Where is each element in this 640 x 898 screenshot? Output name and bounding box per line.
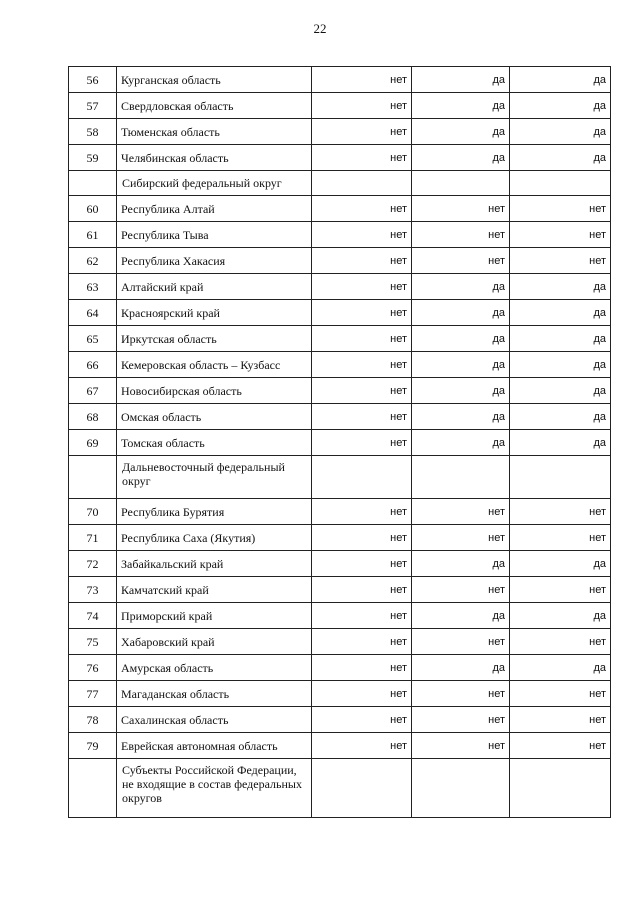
table-row <box>69 603 611 629</box>
region-name: Челябинская область <box>117 145 312 171</box>
table-row <box>69 93 611 119</box>
value-col-1: нет <box>312 733 412 759</box>
table-row <box>69 300 611 326</box>
table-row <box>69 404 611 430</box>
value-col-2: да <box>412 67 510 93</box>
value-col-1: нет <box>312 145 412 171</box>
row-number-cell <box>69 171 117 196</box>
row-number: 79 <box>69 733 117 759</box>
value-col-2: да <box>412 300 510 326</box>
value-col-2: да <box>412 551 510 577</box>
region-name: Республика Алтай <box>117 196 312 222</box>
value-col-2: да <box>412 404 510 430</box>
table-row <box>69 196 611 222</box>
row-number: 70 <box>69 499 117 525</box>
value-col-1: нет <box>312 93 412 119</box>
table-row <box>69 352 611 378</box>
regions-table <box>68 66 611 818</box>
row-number: 62 <box>69 248 117 274</box>
empty-cell <box>312 759 412 818</box>
value-col-1: нет <box>312 655 412 681</box>
empty-cell <box>510 759 611 818</box>
row-number: 74 <box>69 603 117 629</box>
table-row <box>69 378 611 404</box>
row-number-cell <box>69 456 117 499</box>
table-row <box>69 525 611 551</box>
table-row <box>69 430 611 456</box>
table-row <box>69 67 611 93</box>
row-number: 73 <box>69 577 117 603</box>
region-name: Магаданская область <box>117 681 312 707</box>
value-col-1: нет <box>312 67 412 93</box>
empty-cell <box>412 456 510 499</box>
value-col-3: нет <box>510 733 611 759</box>
table-row <box>69 733 611 759</box>
row-number-cell <box>69 759 117 818</box>
row-number: 68 <box>69 404 117 430</box>
empty-cell <box>510 456 611 499</box>
page-number: 22 <box>313 21 327 36</box>
section-title: Субъекты Российской Федерации, не входящие в состав федеральных округов <box>117 759 312 818</box>
value-col-3: да <box>510 119 611 145</box>
row-number: 75 <box>69 629 117 655</box>
row-number: 61 <box>69 222 117 248</box>
value-col-3: да <box>510 93 611 119</box>
row-number: 67 <box>69 378 117 404</box>
region-name: Красноярский край <box>117 300 312 326</box>
value-col-1: нет <box>312 404 412 430</box>
row-number: 72 <box>69 551 117 577</box>
region-name: Республика Тыва <box>117 222 312 248</box>
value-col-2: нет <box>412 707 510 733</box>
value-col-2: нет <box>412 577 510 603</box>
value-col-1: нет <box>312 248 412 274</box>
table-row <box>69 629 611 655</box>
value-col-2: да <box>412 119 510 145</box>
value-col-3: нет <box>510 499 611 525</box>
table-row <box>69 577 611 603</box>
empty-cell <box>312 456 412 499</box>
row-number: 57 <box>69 93 117 119</box>
value-col-2: нет <box>412 629 510 655</box>
region-name: Томская область <box>117 430 312 456</box>
value-col-3: нет <box>510 681 611 707</box>
value-col-2: нет <box>412 733 510 759</box>
row-number: 69 <box>69 430 117 456</box>
empty-cell <box>312 171 412 196</box>
region-name: Хабаровский край <box>117 629 312 655</box>
value-col-3: нет <box>510 707 611 733</box>
table-row <box>69 707 611 733</box>
section-row <box>69 456 611 499</box>
value-col-2: да <box>412 352 510 378</box>
value-col-1: нет <box>312 326 412 352</box>
value-col-3: да <box>510 326 611 352</box>
value-col-1: нет <box>312 681 412 707</box>
region-name: Республика Хакасия <box>117 248 312 274</box>
value-col-1: нет <box>312 196 412 222</box>
value-col-3: да <box>510 430 611 456</box>
table-row <box>69 655 611 681</box>
value-col-2: нет <box>412 499 510 525</box>
region-name: Республика Бурятия <box>117 499 312 525</box>
table-row <box>69 551 611 577</box>
value-col-3: нет <box>510 629 611 655</box>
table-row <box>69 681 611 707</box>
value-col-3: да <box>510 603 611 629</box>
value-col-1: нет <box>312 300 412 326</box>
region-name: Новосибирская область <box>117 378 312 404</box>
row-number: 78 <box>69 707 117 733</box>
table-row <box>69 145 611 171</box>
region-name: Приморский край <box>117 603 312 629</box>
region-name: Забайкальский край <box>117 551 312 577</box>
value-col-2: да <box>412 655 510 681</box>
empty-cell <box>510 171 611 196</box>
value-col-1: нет <box>312 352 412 378</box>
value-col-1: нет <box>312 577 412 603</box>
value-col-1: нет <box>312 119 412 145</box>
value-col-2: да <box>412 430 510 456</box>
value-col-2: да <box>412 93 510 119</box>
table-row <box>69 274 611 300</box>
value-col-1: нет <box>312 378 412 404</box>
region-name: Республика Саха (Якутия) <box>117 525 312 551</box>
region-name: Иркутская область <box>117 326 312 352</box>
region-name: Еврейская автономная область <box>117 733 312 759</box>
value-col-2: нет <box>412 681 510 707</box>
row-number: 66 <box>69 352 117 378</box>
row-number: 56 <box>69 67 117 93</box>
table-row <box>69 248 611 274</box>
value-col-3: да <box>510 67 611 93</box>
value-col-3: да <box>510 404 611 430</box>
value-col-1: нет <box>312 499 412 525</box>
value-col-3: да <box>510 378 611 404</box>
region-name: Курганская область <box>117 67 312 93</box>
value-col-3: нет <box>510 577 611 603</box>
value-col-1: нет <box>312 525 412 551</box>
value-col-3: нет <box>510 525 611 551</box>
value-col-2: нет <box>412 222 510 248</box>
value-col-2: нет <box>412 525 510 551</box>
table-row <box>69 326 611 352</box>
value-col-2: да <box>412 326 510 352</box>
region-name: Кемеровская область – Кузбасс <box>117 352 312 378</box>
value-col-2: нет <box>412 196 510 222</box>
row-number: 58 <box>69 119 117 145</box>
value-col-3: нет <box>510 196 611 222</box>
table-row <box>69 499 611 525</box>
row-number: 59 <box>69 145 117 171</box>
value-col-3: нет <box>510 222 611 248</box>
section-title: Дальневосточный федеральный округ <box>117 456 312 499</box>
section-row <box>69 759 611 818</box>
value-col-2: да <box>412 603 510 629</box>
region-name: Тюменская область <box>117 119 312 145</box>
regions-table-body <box>69 67 611 818</box>
value-col-3: да <box>510 274 611 300</box>
value-col-1: нет <box>312 274 412 300</box>
value-col-3: нет <box>510 248 611 274</box>
empty-cell <box>412 759 510 818</box>
value-col-2: нет <box>412 248 510 274</box>
region-name: Амурская область <box>117 655 312 681</box>
empty-cell <box>412 171 510 196</box>
row-number: 76 <box>69 655 117 681</box>
section-row <box>69 171 611 196</box>
value-col-1: нет <box>312 707 412 733</box>
value-col-3: да <box>510 352 611 378</box>
value-col-3: да <box>510 300 611 326</box>
row-number: 65 <box>69 326 117 352</box>
region-name: Омская область <box>117 404 312 430</box>
value-col-1: нет <box>312 629 412 655</box>
section-title: Сибирский федеральный округ <box>117 171 312 196</box>
value-col-1: нет <box>312 603 412 629</box>
value-col-3: да <box>510 145 611 171</box>
row-number: 71 <box>69 525 117 551</box>
value-col-2: да <box>412 274 510 300</box>
value-col-1: нет <box>312 430 412 456</box>
row-number: 60 <box>69 196 117 222</box>
value-col-2: да <box>412 145 510 171</box>
region-name: Алтайский край <box>117 274 312 300</box>
row-number: 64 <box>69 300 117 326</box>
region-name: Свердловская область <box>117 93 312 119</box>
table-row <box>69 119 611 145</box>
row-number: 63 <box>69 274 117 300</box>
row-number: 77 <box>69 681 117 707</box>
value-col-3: да <box>510 655 611 681</box>
region-name: Камчатский край <box>117 577 312 603</box>
value-col-1: нет <box>312 551 412 577</box>
value-col-2: да <box>412 378 510 404</box>
table-row <box>69 222 611 248</box>
value-col-1: нет <box>312 222 412 248</box>
value-col-3: да <box>510 551 611 577</box>
region-name: Сахалинская область <box>117 707 312 733</box>
